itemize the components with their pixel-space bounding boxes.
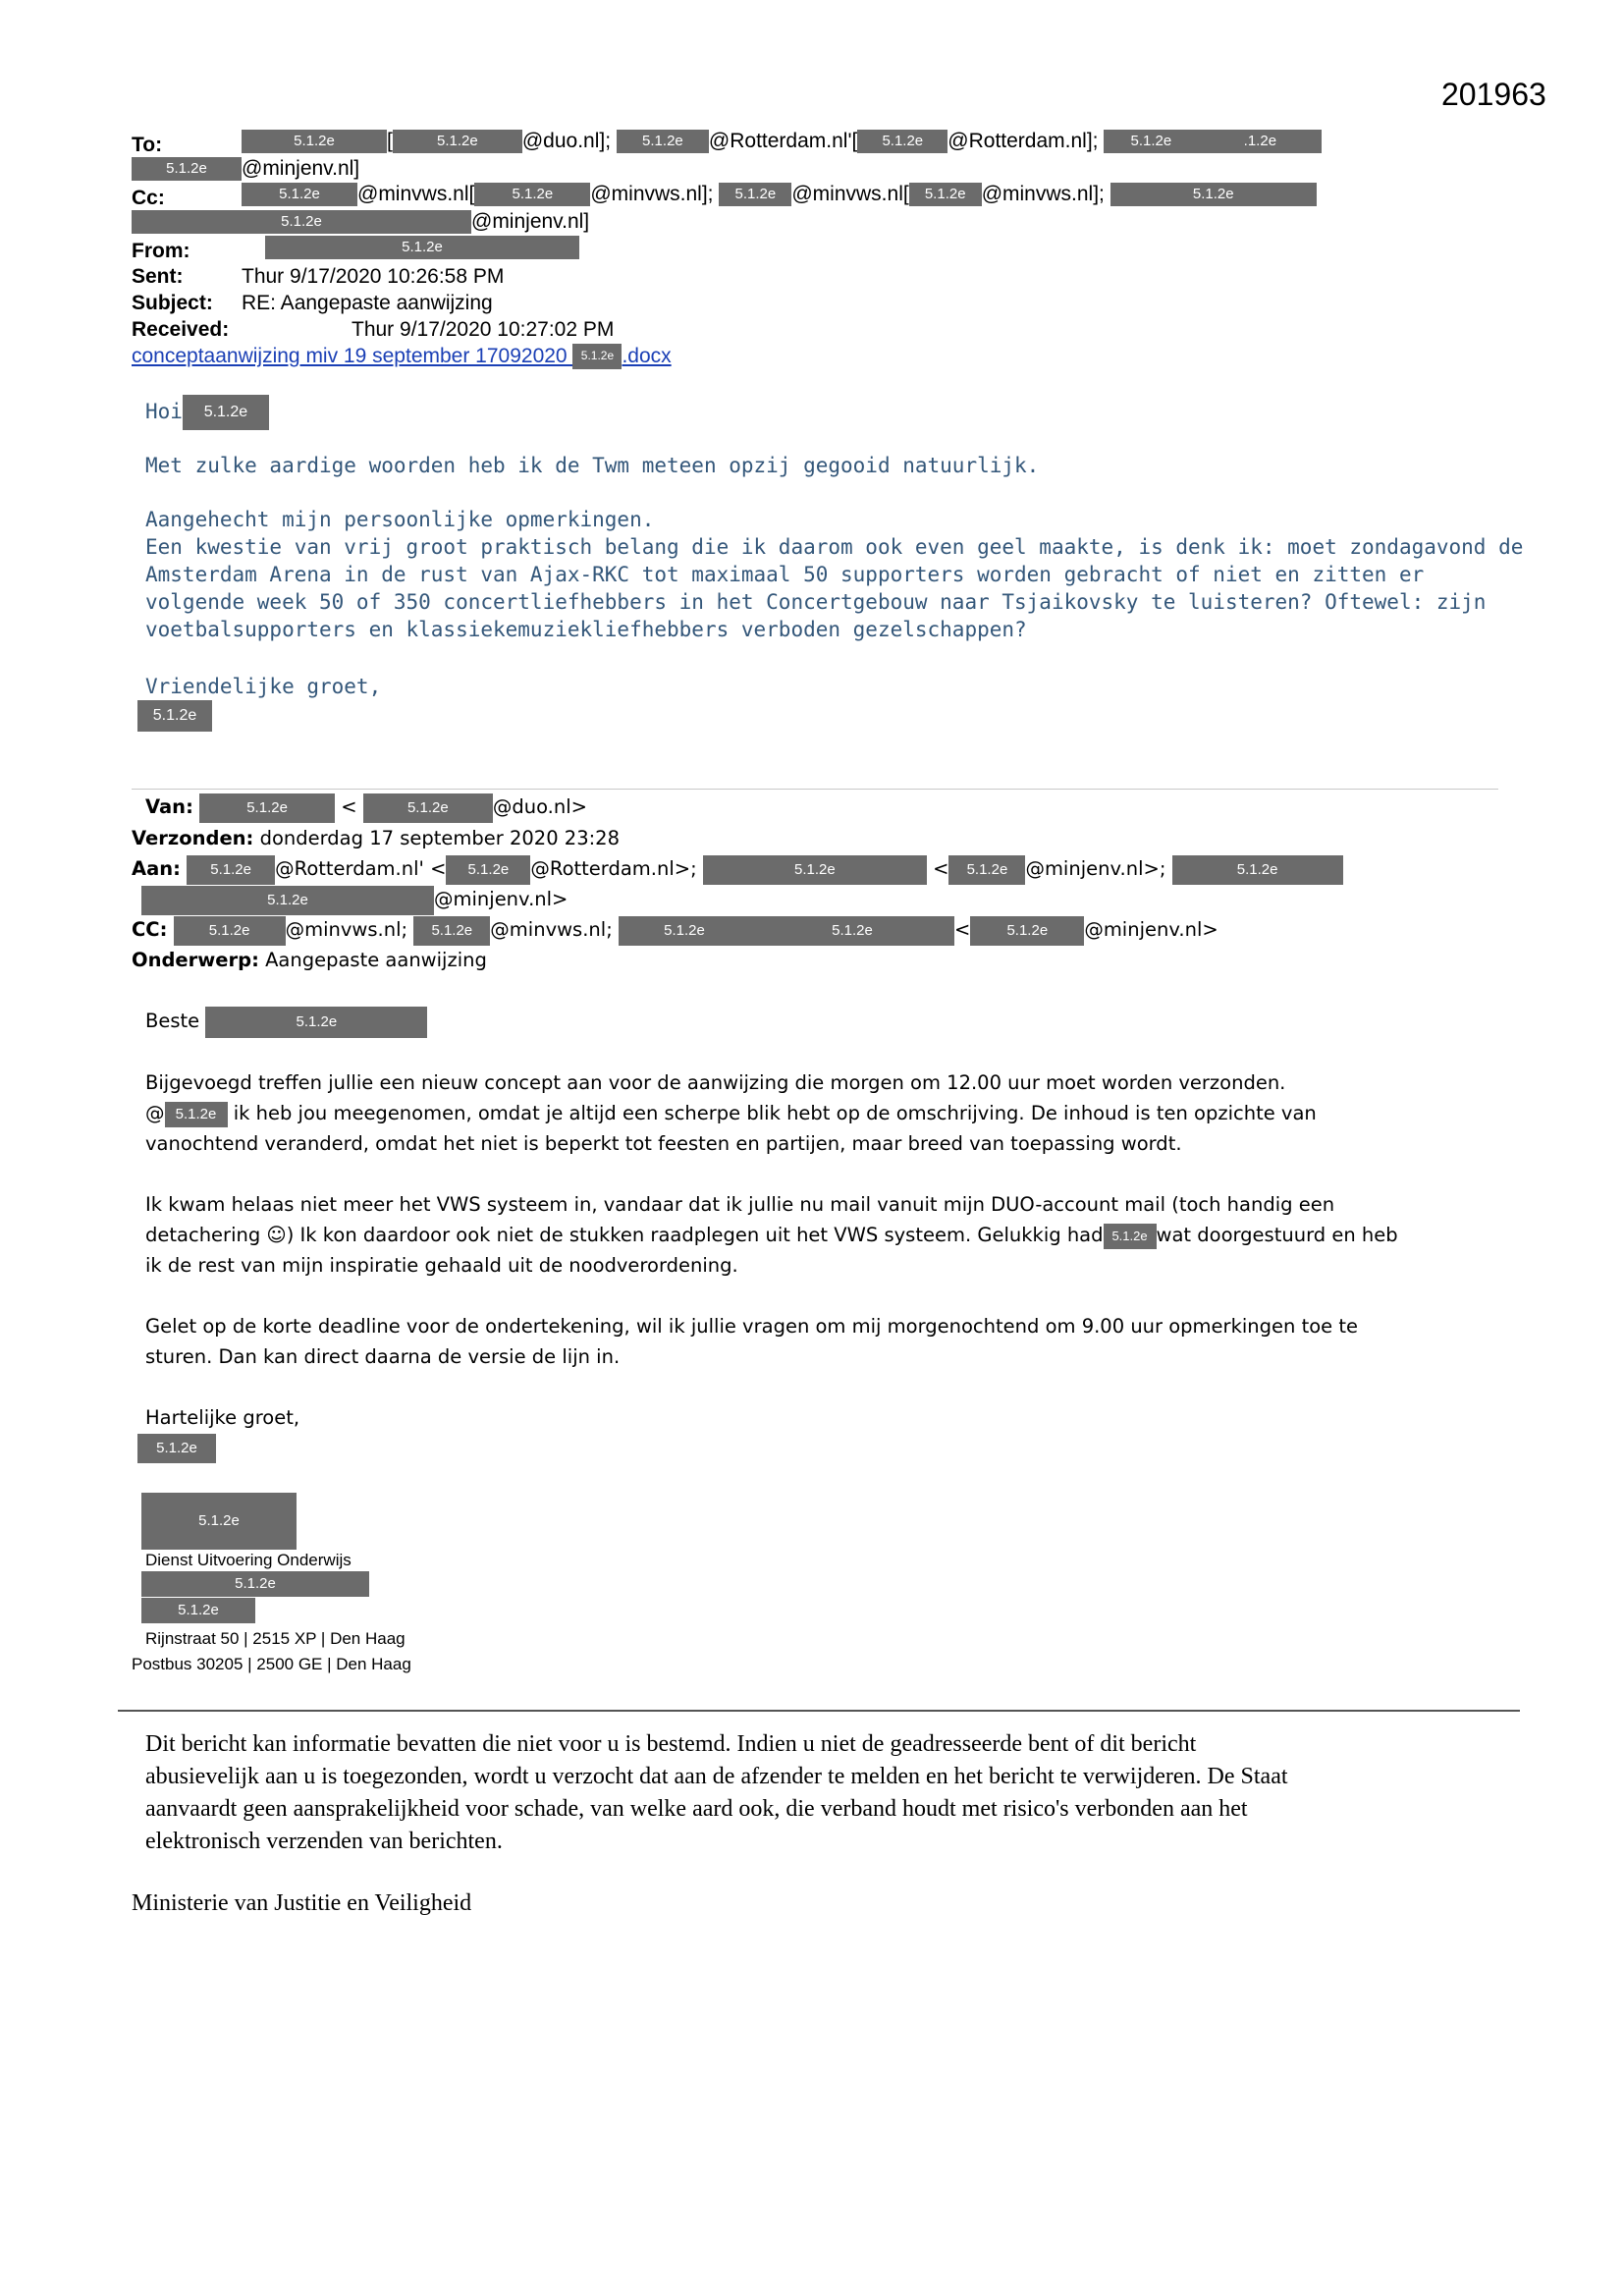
cc-line-1: 5.1.2e @minvws.nl[ 5.1.2e @minvws.nl]; 5.1.2e @minvws.nl[ 5.1.2e @minvws.nl]; 5.1.2e — [242, 181, 1317, 207]
van-line: Van: 5.1.2e < 5.1.2e @duo.nl> — [145, 792, 587, 823]
original-closing: Hartelijke groet, — [145, 1406, 300, 1429]
redaction: 5.1.2e — [265, 236, 579, 259]
redaction: 5.1.2e — [446, 855, 530, 885]
redaction: 5.1.2e — [137, 1434, 216, 1463]
reply-line-1: Met zulke aardige woorden heb ik de Twm meteen opzij gegooid natuurlijk. — [145, 454, 1040, 477]
original-p2-line1: Ik kwam helaas niet meer het VWS systeem in, vandaar dat ik jullie nu mail vanuit mijn DUO-account mail (toch handig een — [145, 1193, 1335, 1216]
redaction: 5.1.2e — [187, 855, 275, 885]
original-p2-line3: ik de rest van mijn inspiratie gehaald uit de noodverordening. — [145, 1254, 738, 1277]
to-line-2: 5.1.2e @minjenv.nl] — [132, 155, 359, 182]
reply-paragraph-line: Aangehecht mijn persoonlijke opmerkingen. — [145, 508, 655, 531]
disclaimer-line: Dit bericht kan informatie bevatten die niet voor u is bestemd. Indien u niet de geadresseerde bent of dit bericht — [145, 1731, 1197, 1757]
redaction: 5.1.2e — [1104, 130, 1198, 153]
redaction: 5.1.2e — [970, 916, 1084, 946]
original-p2-line2: detachering ☺) Ik kon daardoor ook niet de stukken raadplegen uit het VWS systeem. Gelukkig had 5.1.2e wat doorgestuurd en heb — [145, 1220, 1398, 1250]
redaction: 5.1.2e — [205, 1007, 427, 1038]
redaction: 5.1.2e — [617, 130, 709, 153]
redaction: 5.1.2e — [719, 183, 791, 206]
redaction: 5.1.2e — [572, 344, 622, 369]
to-line-1: 5.1.2e [ 5.1.2e @duo.nl]; 5.1.2e @Rotterdam.nl'[ 5.1.2e @Rotterdam.nl]; 5.1.2e .1.2e — [242, 128, 1322, 154]
original-p1-line3: vanochtend veranderd, omdat het niet is beperkt tot feesten en partijen, maar breed van toepassing wordt. — [145, 1132, 1182, 1155]
reply-greeting: Hoi 5.1.2e — [145, 395, 269, 430]
aan-line-2: 5.1.2e @minjenv.nl> — [141, 884, 568, 915]
redaction: 5.1.2e — [242, 183, 357, 206]
reply-closing: Vriendelijke groet, — [145, 675, 382, 698]
redaction: 5.1.2e — [199, 793, 335, 823]
signature-address-2: Postbus 30205 | 2500 GE | Den Haag — [132, 1655, 411, 1673]
redaction: 5.1.2e — [141, 1598, 255, 1623]
ministry-name: Ministerie van Justitie en Veiligheid — [132, 1890, 472, 1916]
redaction: 5.1.2e — [1104, 1224, 1157, 1249]
from-value — [265, 236, 579, 259]
subject-label: Subject: — [132, 292, 213, 314]
verzonden-line: Verzonden: donderdag 17 september 2020 23:28 — [132, 827, 620, 849]
redaction: 5.1.2e — [242, 130, 387, 153]
redaction: 5.1.2e — [1172, 855, 1343, 885]
redaction: 5.1.2e — [750, 916, 954, 946]
received-value: Thur 9/17/2020 10:27:02 PM — [352, 318, 615, 341]
disclaimer-line: aanvaardt geen aansprakelijkheid voor schade, van welke aard ook, die verband houdt met risico's verbonden aan het — [145, 1796, 1248, 1822]
reply-paragraph-line: voetbalsupporters en klassiekemuziekliefhebbers verboden gezelschappen? — [145, 618, 1027, 641]
original-p3-line2: sturen. Dan kan direct daarna de versie de lijn in. — [145, 1345, 621, 1368]
reply-paragraph-line: Een kwestie van vrij groot praktisch belang die ik daarom ook even geel maakte, is denk ik: moet zondagavond de — [145, 535, 1524, 559]
to-label: To: — [132, 134, 163, 156]
redaction-partial: .1.2e — [1198, 130, 1322, 153]
separator-line — [132, 789, 1498, 790]
from-label: From: — [132, 240, 190, 262]
received-label: Received: — [132, 318, 230, 341]
redaction: 5.1.2e — [909, 183, 982, 206]
aan-line-1: Aan: 5.1.2e @Rotterdam.nl' < 5.1.2e @Rotterdam.nl>; 5.1.2e < 5.1.2e @minjenv.nl>; 5.1.2e — [132, 853, 1343, 885]
redaction: 5.1.2e — [174, 916, 286, 946]
original-p1-line1: Bijgevoegd treffen jullie een nieuw concept aan voor de aanwijzing die morgen om 12.00 uur moet worden verzonden. — [145, 1071, 1286, 1094]
redaction: 5.1.2e — [137, 700, 212, 732]
reply-paragraph-line: Amsterdam Arena in de rust van Ajax-RKC tot maximaal 50 supporters worden gebracht of niet en zitten er — [145, 563, 1425, 586]
onderwerp-line: Onderwerp: Aangepaste aanwijzing — [132, 949, 487, 971]
sent-label: Sent: — [132, 265, 184, 288]
redaction: 5.1.2e — [141, 886, 434, 915]
redaction: 5.1.2e — [413, 916, 490, 946]
original-p3-line1: Gelet op de korte deadline voor de ondertekening, wil ik jullie vragen om mij morgenochtend om 9.00 uur opmerkingen toe te — [145, 1315, 1358, 1338]
subject-value: RE: Aangepaste aanwijzing — [242, 292, 493, 314]
document-number: 201963 — [1441, 77, 1546, 112]
disclaimer-line: abusievelijk aan u is toegezonden, wordt u verzocht dat aan de afzender te melden en het bericht te verwijderen. De Staat — [145, 1764, 1288, 1789]
cc-line-2: 5.1.2e @minjenv.nl] — [132, 208, 589, 235]
original-greeting: Beste 5.1.2e — [145, 1006, 427, 1038]
redaction: 5.1.2e — [141, 1493, 297, 1550]
redaction: 5.1.2e — [132, 157, 242, 181]
redaction: 5.1.2e — [619, 916, 750, 946]
redaction: 5.1.2e — [703, 855, 927, 885]
redaction: 5.1.2e — [141, 1571, 369, 1597]
reply-signature — [137, 700, 212, 732]
redaction: 5.1.2e — [857, 130, 947, 153]
redaction: 5.1.2e — [183, 395, 269, 430]
redaction: 5.1.2e — [132, 210, 471, 234]
disclaimer-rule — [118, 1710, 1520, 1712]
attachment-link[interactable]: conceptaanwijzing miv 19 september 17092020 5.1.2e .docx — [132, 343, 672, 369]
redaction: 5.1.2e — [363, 793, 493, 823]
signature-block-name — [141, 1493, 297, 1550]
sent-value: Thur 9/17/2020 10:26:58 PM — [242, 265, 505, 288]
cc-label: Cc: — [132, 187, 165, 209]
signature-org: Dienst Uitvoering Onderwijs — [145, 1551, 352, 1569]
original-p1-line2: @ 5.1.2e ik heb jou meegenomen, omdat je altijd een scherpe blik hebt op de omschrijving. De inhoud is ten opzichte van — [145, 1098, 1317, 1128]
signature-block-title — [141, 1571, 369, 1597]
redaction: 5.1.2e — [1110, 183, 1317, 206]
signature-block-dept — [141, 1598, 255, 1623]
reply-paragraph-line: volgende week 50 of 350 concertliefhebbers in het Concertgebouw naar Tsjaikovsky te luisteren? Oftewel: zijn — [145, 590, 1487, 614]
redaction: 5.1.2e — [165, 1102, 228, 1127]
redaction: 5.1.2e — [474, 183, 590, 206]
cc-line: CC: 5.1.2e @minvws.nl; 5.1.2e @minvws.nl; 5.1.2e 5.1.2e < 5.1.2e @minjenv.nl> — [132, 914, 1218, 946]
redaction: 5.1.2e — [393, 130, 522, 153]
disclaimer-line: elektronisch verzenden van berichten. — [145, 1829, 503, 1854]
redaction: 5.1.2e — [948, 855, 1025, 885]
original-signature — [137, 1434, 216, 1463]
signature-address-1: Rijnstraat 50 | 2515 XP | Den Haag — [145, 1629, 406, 1648]
